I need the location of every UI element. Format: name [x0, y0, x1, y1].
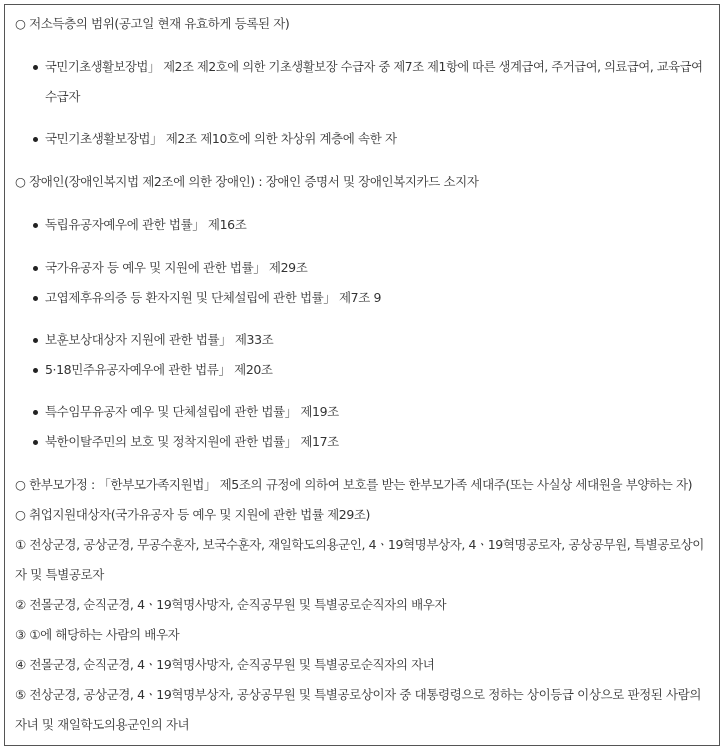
numbered-item: ④ 전몰군경, 순직군경, 4ㆍ19혁명사망자, 순직공무원 및 특별공로순직자의 자녀: [15, 657, 435, 672]
numbered-item-continuation: 자녀 및 재일학도의용군인의 자녀: [15, 717, 190, 732]
list-item: 국가유공자 등 예우 및 지원에 관한 법률」 제29조: [45, 260, 308, 275]
numbered-item: ① 전상군경, 공상군경, 무공수훈자, 보국수훈자, 재일학도의용군인, 4ㆍ19혁명부상자, 4ㆍ19혁명공로자, 공상공무원, 특별공로상이: [15, 537, 704, 552]
bullet-icon: [33, 266, 38, 271]
list-item-continuation: 수급자: [45, 89, 81, 104]
bullet-icon: [33, 223, 38, 228]
list-item: 국민기초생활보장법」 제2조 제2호에 의한 기초생활보장 수급자 중 제7조 제1항에 따른 생계급여, 주거급여, 의료급여, 교육급여: [45, 60, 703, 74]
bullet-icon: [33, 368, 38, 373]
numbered-item: ② 전몰군경, 순직군경, 4ㆍ19혁명사망자, 순직공무원 및 특별공로순직자의 배우자: [15, 597, 447, 612]
numbered-item-continuation: 자 및 특별공로자: [15, 567, 104, 582]
numbered-item: ⑤ 전상군경, 공상군경, 4ㆍ19혁명부상자, 공상공무원 및 특별공로상이자 중 대통령령으로 정하는 상이등급 이상으로 판정된 사람의: [15, 687, 702, 702]
list-item: 북한이탈주민의 보호 및 정착지원에 관한 법률」 제17조: [45, 434, 339, 449]
numbered-item: ③ ①에 해당하는 사람의 배우자: [15, 627, 180, 642]
section-heading-low-income: ○ 저소득층의 범위(공고일 현재 유효하게 등록된 자): [15, 16, 290, 31]
bullet-icon: [33, 137, 38, 142]
section-heading-disabled: ○ 장애인(장애인복지법 제2조에 의한 장애인) : 장애인 증명서 및 장애인복지카드 소지자: [15, 174, 479, 189]
list-item: 보훈보상대상자 지원에 관한 법률」 제33조: [45, 332, 274, 347]
list-item: 국민기초생활보장법」 제2조 제10호에 의한 차상위 계층에 속한 자: [45, 131, 397, 146]
bullet-icon: [33, 410, 38, 415]
list-item: 5·18민주유공자예우에 관한 법류」 제20조: [45, 362, 273, 377]
bullet-icon: [33, 65, 38, 70]
bullet-icon: [33, 296, 38, 301]
list-item: 특수임무유공자 예우 및 단체설립에 관한 법률」 제19조: [45, 404, 339, 419]
list-item: 고엽제후유의증 등 환자지원 및 단체설립에 관한 법률」 제7조 9: [45, 290, 381, 305]
list-item: 독립유공자예우에 관한 법률」 제16조: [45, 217, 247, 232]
bullet-icon: [33, 338, 38, 343]
section-heading-single-parent: ○ 한부모가정 : 「한부모가족지원법」 제5조의 규정에 의하여 보호를 받는 한부모가족 세대주(또는 사실상 세대원을 부양하는 자): [15, 477, 693, 492]
section-heading-employment: ○ 취업지원대상자(국가유공자 등 예우 및 지원에 관한 법률 제29조): [15, 507, 371, 522]
bullet-icon: [33, 440, 38, 445]
